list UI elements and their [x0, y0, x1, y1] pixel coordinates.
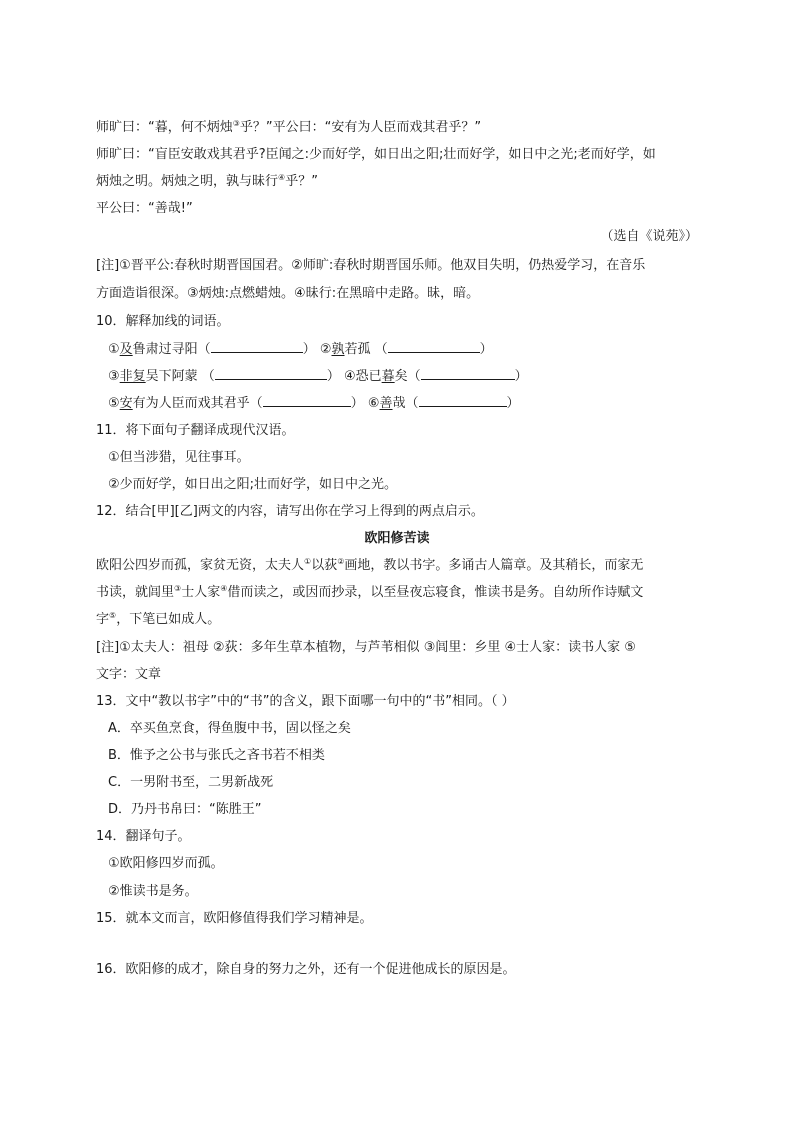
text: ） [350, 396, 364, 411]
footnote-mark: ③ [174, 584, 182, 593]
text: 乎？”平公曰：“安有为人臣而戏其君乎？” [239, 120, 482, 135]
passage-line-1 [96, 557, 643, 575]
text: ⑤ [108, 396, 120, 411]
text: ） [326, 369, 340, 384]
text: 若孤 （ [344, 342, 388, 357]
underlined-word: 及 [119, 342, 133, 357]
text: 有为人臣而戏其君乎（ [132, 396, 263, 411]
text: ② [319, 342, 332, 357]
passage-line-3 [96, 611, 220, 629]
passage-line-2 [96, 584, 643, 602]
text: ） [479, 342, 493, 357]
text: 欧阳公四岁而孤，家贫无资，太夫人 [96, 558, 305, 573]
text: ） [302, 342, 316, 357]
text: 哉（ [392, 396, 419, 411]
text: 士人家 [181, 585, 221, 600]
note-line-2: 方面造诣很深。③炳烛:点燃蜡烛。④昧行:在黑暗中走路。昧，暗。 [96, 286, 480, 301]
text: 借而读之，或因而抄录，以至昼夜忘寝食，惟读书是务。自幼所作诗赋文 [227, 585, 644, 600]
footnote-mark: ② [337, 557, 345, 566]
answer-blank[interactable] [419, 394, 507, 407]
text: 吴下阿蒙 （ [145, 369, 215, 384]
note-line-1: [注]①晋平公:春秋时期晋国国君。②师旷:春秋时期晋国乐师。他双目失明，仍热爱学习，在音乐 [96, 258, 646, 273]
question-13-option-b[interactable]: B．惟予之公书与张氏之吝书若不相类 [108, 748, 325, 763]
answer-blank[interactable] [263, 394, 351, 407]
text: 乎？” [285, 174, 318, 189]
note2-line-1: [注]①太夫人：祖母 ②荻：多年生草本植物，与芦苇相似 ③闾里：乡里 ④士人家：读书人家 ⑤ [96, 640, 636, 655]
answer-blank[interactable] [388, 340, 480, 353]
text: 字 [96, 612, 110, 627]
source-citation: （选自《说苑》） [600, 229, 698, 244]
text: ） [514, 369, 528, 384]
dialogue-line-4: 平公曰：“善哉!” [96, 201, 193, 216]
answer-blank[interactable] [421, 367, 515, 380]
question-13-title: 13．文中“教以书字”中的“书”的含义，跟下面哪一句中的“书”相同。（ ） [96, 694, 515, 709]
text: 师旷曰：“暮，何不炳烛 [96, 120, 233, 135]
question-14-title: 14．翻译句子。 [96, 829, 191, 844]
footnote-mark: ① [304, 557, 312, 566]
text: ③ [108, 369, 120, 384]
answer-blank[interactable] [211, 340, 303, 353]
question-16-title: 16．欧阳修的成才，除自身的努力之外，还有一个促进他成长的原因是。 [96, 962, 516, 977]
question-11-sentence-2: ②少而好学，如日出之阳;壮而好学，如日中之光。 [108, 477, 398, 492]
footnote-mark: ④ [278, 173, 286, 182]
dialogue-line-3 [96, 173, 318, 191]
text: 鲁肃过寻阳（ [132, 342, 211, 357]
dialogue-line-2: 师旷曰：“盲臣安敢戏其君乎?臣闻之:少而好学，如日出之阳;壮而好学，如日中之光;老而好学，如 [96, 147, 656, 162]
answer-blank[interactable] [215, 367, 327, 380]
question-13-option-a[interactable]: A．卒买鱼烹食，得鱼腹中书，固以怪之矣 [108, 721, 351, 736]
question-11-title: 11．将下面句子翻译成现代汉语。 [96, 423, 295, 438]
text: ④恐已 [343, 369, 382, 384]
question-10-row-1 [108, 340, 493, 358]
question-14-sentence-2: ②惟读书是务。 [108, 884, 198, 899]
question-15-title: 15．就本文而言，欧阳修值得我们学习精神是。 [96, 911, 373, 926]
note2-line-2: 文字：文章 [96, 667, 162, 682]
text: ，下笔已如成人。 [116, 612, 221, 627]
footnote-mark: ③ [232, 119, 240, 128]
footnote-mark: ⑤ [109, 611, 117, 620]
text: 矣（ [394, 369, 421, 384]
text: 炳烛之明。炳烛之明，孰与昧行 [96, 174, 279, 189]
underlined-word: 暮 [381, 369, 395, 384]
question-14-sentence-1: ①欧阳修四岁而孤。 [108, 856, 224, 871]
underlined-word: 非复 [119, 369, 146, 384]
dialogue-line-1 [96, 119, 481, 137]
passage-title: 欧阳修苦读 [364, 531, 430, 546]
text: ） [506, 396, 520, 411]
question-10-title: 10．解释加线的词语。 [96, 314, 230, 329]
underlined-word: 安 [119, 396, 133, 411]
question-13-option-d[interactable]: D．乃丹书帛曰：“陈胜王” [108, 802, 262, 817]
underlined-word: 孰 [331, 342, 345, 357]
question-11-sentence-1: ①但当涉猎，见往事耳。 [108, 450, 250, 465]
footnote-mark: ④ [220, 584, 228, 593]
question-13-option-c[interactable]: C．一男附书至，二男新战死 [108, 775, 274, 790]
question-12-title: 12．结合[甲][乙]两文的内容，请写出你在学习上得到的两点启示。 [96, 504, 484, 519]
text: 画地，教以书字。多诵古人篇章。及其稍长，而家无 [344, 558, 644, 573]
text: ① [108, 342, 120, 357]
question-10-row-3 [108, 394, 520, 412]
text: 书读，就闾里 [96, 585, 175, 600]
text: 以荻 [311, 558, 338, 573]
underlined-word: 善 [379, 396, 393, 411]
text: ⑥ [367, 396, 380, 411]
question-10-row-2 [108, 367, 528, 385]
